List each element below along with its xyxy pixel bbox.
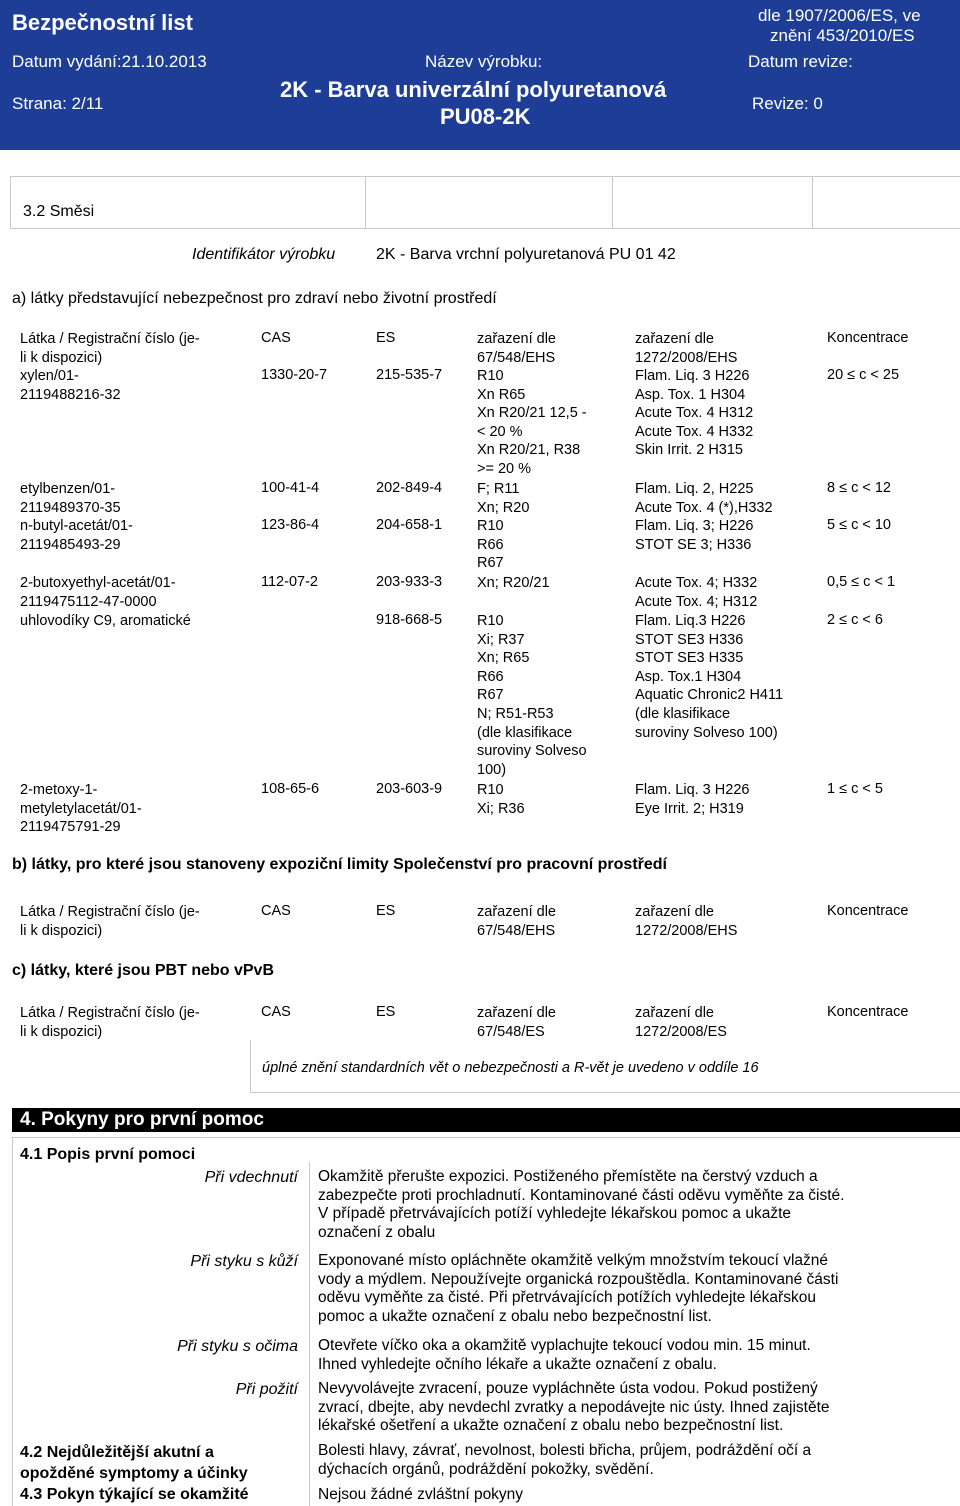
substance-name: uhlovodíky C9, aromatické [20,613,191,629]
col-header-concentration: Koncentrace [827,1004,909,1020]
es-number: 202-849-4 [376,480,443,496]
classification-1272: Flam. Liq. 3; H226 STOT SE 3; H336 [635,518,754,553]
cas-number: 112-07-2 [261,574,318,590]
grid-line [10,176,11,228]
grid-line [309,1162,310,1506]
col-header-class-1272: zařazení dle 1272/2008/EHS [635,904,738,939]
grid-line [250,1040,251,1092]
classification-67: Xn; R20/21 [477,575,550,591]
cas-number: 1330-20-7 [261,367,328,383]
classification-67: R10 Xi; R37 Xn; R65 R66 R67 N; R51-R53 (dle klasifikace suroviny Solveso 100) [477,613,587,778]
cas-number: 100-41-4 [261,480,320,496]
first-aid-label-eyes: Při styku s očima [177,1338,298,1355]
col-header-class-67: zařazení dle 67/548/EHS [477,904,556,939]
substance-name: 2-metoxy-1- metyletylacetát/01- 2119475791-29 [20,782,142,836]
substance-name: xylen/01- 2119488216-32 [20,368,121,403]
grid-line [10,176,960,177]
first-aid-text-ingestion: Nevyvolávejte zvracení, pouze vypláchněte ústa vodou. Pokud postižený zvrací, dbejte, aby nevdechl zvratky a nepodávejte nic ústy. Ihned zajistěte lékařské ošetření a ukažte označení z obalu nebo bezpečnostní list. [318,1380,830,1435]
es-number: 215-535-7 [376,367,443,383]
product-label: Název výrobku: [425,52,543,71]
grid-line [612,176,613,228]
first-aid-text-skin: Exponované místo opláchněte okamžitě velkým množstvím tekoucí vlažné vody a mýdlem. Nepoužívejte organická rozpouštědla. Kontaminované části oděvu vyměňte za čisté. Při přetrvávajících potížích vyhledejte lékařskou pomoc a ukažte označení z obalu nebo bezpečnostní list. [318,1252,839,1325]
concentration: 0,5 ≤ c < 1 [827,574,896,590]
document-header [0,0,960,150]
subsection-b-title: b) látky, pro které jsou stanoveny expoziční limity Společenství pro pracovní prostředí [12,856,667,873]
issue-date: Datum vydání:21.10.2013 [12,52,207,71]
col-header-cas: CAS [261,1004,291,1020]
page-number: Strana: 2/11 [12,94,104,113]
es-number: 203-603-9 [376,781,443,797]
grid-line [10,228,960,229]
classification-1272: Flam. Liq. 3 H226 Asp. Tox. 1 H304 Acute Tox. 4 H312 Acute Tox. 4 H332 Skin Irrit. 2 H315 [635,368,754,459]
classification-67: R10 Xi; R36 [477,782,525,817]
subsection-4-3-text: Nejsou žádné zvláštní pokyny [318,1486,524,1503]
cas-number: 123-86-4 [261,517,320,533]
grid-line [12,1137,13,1506]
col-header-es: ES [376,330,396,346]
grid-line [365,176,366,228]
col-header-class-1272: zařazení dle 1272/2008/EHS [635,331,738,366]
regulation-line-1: dle 1907/2006/ES, ve [758,6,921,25]
concentration: 8 ≤ c < 12 [827,480,891,496]
classification-67: R10 Xn R65 Xn R20/21 12,5 - < 20 % Xn R20/21, R38 >= 20 % [477,368,587,477]
col-header-substance: Látka / Registrační číslo (je- li k dispozici) [20,331,200,366]
col-header-concentration: Koncentrace [827,330,909,346]
regulation-line-2: znění 453/2010/ES [770,26,915,45]
col-header-class-1272: zařazení dle 1272/2008/ES [635,1005,727,1040]
substance-name: etylbenzen/01- 2119489370-35 [20,481,121,516]
first-aid-label-ingestion: Při požití [235,1381,298,1398]
es-number: 918-668-5 [376,612,443,628]
grid-line [812,176,813,228]
footnote: úplné znění standardních vět o nebezpečnosti a R-vět je uvedeno v oddíle 16 [262,1060,759,1076]
concentration: 5 ≤ c < 10 [827,517,891,533]
section-title: 3.2 Směsi [23,203,95,220]
product-code: PU08-2K [440,104,531,129]
cas-number: 108-65-6 [261,781,320,797]
col-header-cas: CAS [261,903,291,919]
classification-1272: Flam. Liq.3 H226 STOT SE3 H336 STOT SE3 H335 Asp. Tox.1 H304 Aquatic Chronic2 H411 (dle klasifikace suroviny Solveso 100) [635,613,784,741]
col-header-substance: Látka / Registrační číslo (je- li k dispozici) [20,1005,200,1040]
substance-name: n-butyl-acetát/01- 2119485493-29 [20,518,133,553]
first-aid-label-inhalation: Při vdechnutí [204,1169,298,1186]
classification-67: F; R11 Xn; R20 [477,481,530,516]
first-aid-label-skin: Při styku s kůží [190,1253,298,1270]
concentration: 20 ≤ c < 25 [827,367,900,383]
col-header-es: ES [376,1004,396,1020]
document-title: Bezpečnostní list [12,10,193,35]
col-header-class-67: zařazení dle 67/548/ES [477,1005,556,1040]
classification-1272: Acute Tox. 4; H332 Acute Tox. 4; H312 [635,575,758,610]
col-header-class-67: zařazení dle 67/548/EHS [477,331,556,366]
es-number: 204-658-1 [376,517,443,533]
subsection-4-2-text: Bolesti hlavy, závrať, nevolnost, bolesti břicha, průjem, podráždění očí a dýchacích orgánů, podráždění pokožky, svědění. [318,1442,812,1478]
section-4-bar [12,1108,960,1132]
subsection-c-title: c) látky, které jsou PBT nebo vPvB [12,962,275,979]
col-header-es: ES [376,903,396,919]
grid-line [12,1137,960,1138]
revision-number: Revize: 0 [752,94,823,113]
es-number: 203-933-3 [376,574,443,590]
revision-date-label: Datum revize: [748,52,853,71]
subsection-4-3-title: 4.3 Pokyn týkající se okamžité [20,1486,249,1503]
substance-name: 2-butoxyethyl-acetát/01- 2119475112-47-0000 [20,575,176,610]
first-aid-text-inhalation: Okamžitě přerušte expozici. Postiženého přemístěte na čerstvý vzduch a zabezpečte proti prochladnutí. Kontaminované části oděvu vyměňte za čisté. V případě přetrvávajících potíží vyhledejte lékařskou pomoc a ukažte označení z obalu [318,1168,845,1241]
subsection-4-1-title: 4.1 Popis první pomoci [20,1146,196,1163]
col-header-concentration: Koncentrace [827,903,909,919]
classification-67: R10 R66 R67 [477,518,504,572]
product-name: 2K - Barva univerzální polyuretanová [280,77,667,102]
subsection-4-2-title: 4.2 Nejdůležitější akutní a opožděné symptomy a účinky [20,1444,248,1482]
grid-line [250,1092,960,1093]
concentration: 2 ≤ c < 6 [827,612,883,628]
section-4-title: 4. Pokyny pro první pomoc [20,1109,264,1130]
subsection-a-title: a) látky představující nebezpečnost pro zdraví nebo životní prostředí [12,290,497,307]
classification-1272: Flam. Liq. 2, H225 Acute Tox. 4 (*),H332 [635,481,773,516]
concentration: 1 ≤ c < 5 [827,781,883,797]
col-header-substance: Látka / Registrační číslo (je- li k dispozici) [20,904,200,939]
col-header-cas: CAS [261,330,291,346]
classification-1272: Flam. Liq. 3 H226 Eye Irrit. 2; H319 [635,782,750,817]
first-aid-text-eyes: Otevřete víčko oka a okamžitě vyplachujte tekoucí vodou min. 15 minut. Ihned vyhledejte očního lékaře a ukažte označení z obalu. [318,1337,811,1373]
identifier-value: 2K - Barva vrchní polyuretanová PU 01 42 [376,246,676,263]
identifier-label: Identifikátor výrobku [192,246,336,263]
